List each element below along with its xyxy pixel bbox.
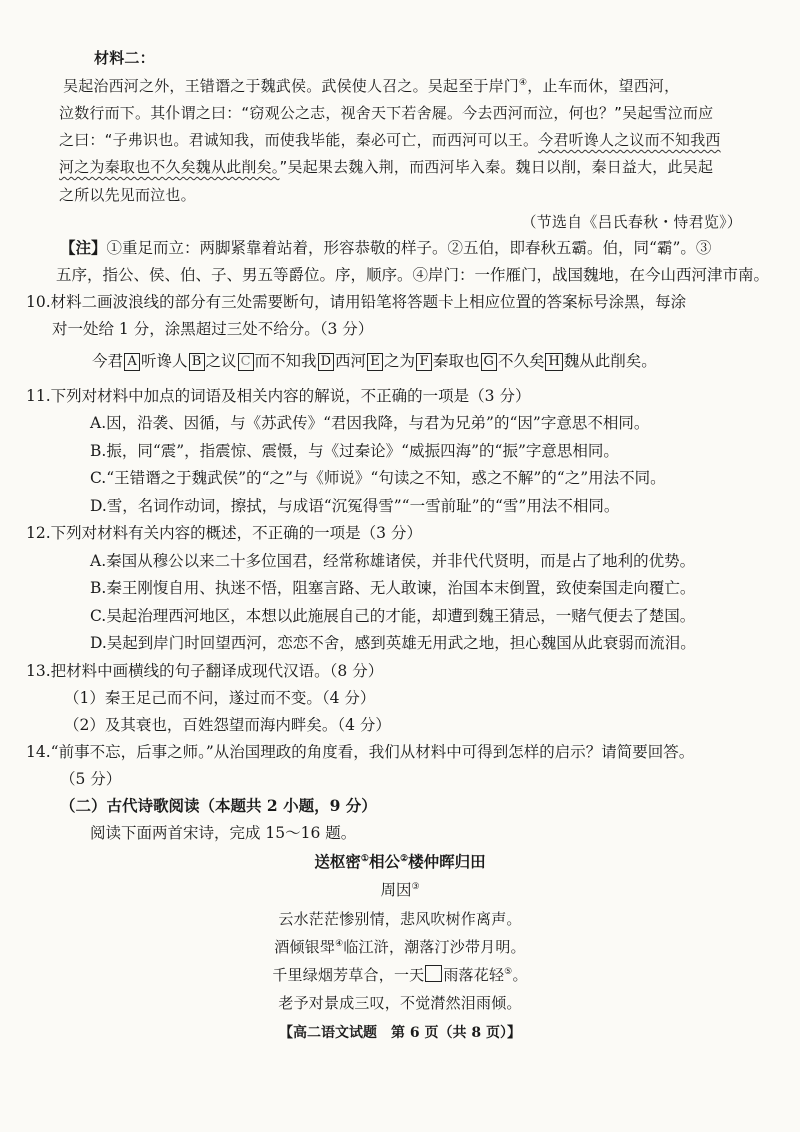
blank-box <box>425 965 442 982</box>
material2-line-5: 之所以先见而泣也。 <box>59 186 196 204</box>
poem-title: 送枢密①相公②楼仲晖归田 <box>314 852 486 871</box>
answer-box-d: D <box>318 353 334 371</box>
material2-line-3: 之曰：“子弗识也。君诚知我，而使我毕能，秦必可亡，而西河可以王。今君听谗人之议而不知我西 <box>59 131 721 149</box>
answer-box-e: E <box>367 353 383 371</box>
answer-box-b: B <box>189 353 205 371</box>
q11-option-a: A.因，沿袭、因循，与《苏武传》“君因我降，与君为兄弟”的“因”字意思不相同。 <box>90 414 650 432</box>
wavy-underlined-text: 今君听谗人之议而不知我西 <box>538 131 721 149</box>
q13-sentence-2: （2）及其衰也，百姓怨望而海内畔矣。（4 分） <box>64 716 391 734</box>
q10-sentence: 今君 A 听谗人 B 之议 C 而不知我 D 西河 E 之为 F 秦取也 G 不久矣 H 魏从此削矣。 <box>92 352 657 370</box>
wavy-underlined-text: 河之为秦取也不久矣魏从此削矣。 <box>59 158 280 176</box>
q12-option-c: C.吴起治理西河地区，本想以此施展自己的才能，却遭到魏王猜忌，一赌气便去了楚国。 <box>90 607 696 625</box>
q13-stem: 13.把材料中画横线的句子翻译成现代汉语。（8 分） <box>26 662 384 680</box>
section2-heading: （二）古代诗歌阅读（本题共 2 小题，9 分） <box>60 796 377 815</box>
q11-option-c: C.“王错谮之于魏武侯”的“之”与《师说》“句读之不知，惑之不解”的“之”用法不同。 <box>90 469 666 487</box>
answer-box-g: G <box>481 353 497 371</box>
note-line-1: 【注】①重足而立：两脚紧靠着站着，形容恭敬的样子。②五伯，即春秋五霸。伯，同“霸”。③ <box>60 238 712 257</box>
poem-author: 周因③ <box>380 881 420 899</box>
q12-option-a: A.秦国从穆公以来二十多位国君，经常称雄诸侯，并非代代贤明，而是占了地利的优势。 <box>90 552 696 570</box>
material2-line-2: 泣数行而下。其仆谓之曰：“窃观公之志，视舍天下若舍屣。今去西河而泣，何也？”吴起雪泣而应 <box>59 104 714 122</box>
q14-stem: 14.“前事不忘，后事之师。”从治国理政的角度看，我们从材料中可得到怎样的启示？请简要回答。 <box>26 743 695 761</box>
q12-stem: 12.下列对材料有关内容的概述，不正确的一项是（3 分） <box>26 524 422 542</box>
section2-intro: 阅读下面两首宋诗，完成 15～16 题。 <box>90 824 357 842</box>
answer-box-a: A <box>124 353 140 371</box>
q10-stem-line-2: 对一处给 1 分，涂黑超过三处不给分。（3 分） <box>52 320 374 338</box>
answer-box-c: C <box>238 353 254 371</box>
note-line-2: 五序，指公、侯、伯、子、男五等爵位。序，顺序。④岸门：一作雁门，战国魏地，在今山西河津市南。 <box>56 266 770 284</box>
poem-line-3: 千里绿烟芳草合，一天 雨落花轻⑤。 <box>272 966 528 984</box>
answer-box-f: F <box>416 353 432 371</box>
material2-line-1: 吴起治西河之外，王错谮之于魏武侯。武侯使人召之。吴起至于岸门④，止车而休，望西河， <box>63 77 680 95</box>
material2-heading: 材料二： <box>94 49 155 67</box>
answer-box-h: H <box>545 353 562 371</box>
q14-score: （5 分） <box>60 770 122 788</box>
q11-option-b: B.振，同“震”，指震惊、震慑，与《过秦论》“威振四海”的“振”字意思相同。 <box>90 442 619 460</box>
q13-sentence-1: （1）秦王足己而不问，遂过而不变。（4 分） <box>64 689 376 707</box>
material2-line-4: 河之为秦取也不久矣魏从此削矣。”吴起果去魏入荆，而西河毕入秦。魏日以削，秦日益大，此吴起 <box>59 158 714 176</box>
q11-option-d: D.雪，名词作动词，擦拭，与成语“沉冤得雪”“一雪前耻”的“雪”用法不相同。 <box>90 497 620 515</box>
poem-line-2: 酒倾银斝④临江浒，潮落汀沙带月明。 <box>274 938 526 956</box>
poem-line-1: 云水茫茫惨别情，悲风吹树作离声。 <box>278 910 522 928</box>
q11-stem: 11.下列对材料中加点的词语及相关内容的解说，不正确的一项是（3 分） <box>26 387 531 405</box>
poem-line-4: 老予对景成三叹，不觉潸然泪雨倾。 <box>278 994 522 1012</box>
q12-option-d: D.吴起到岸门时回望西河，恋恋不舍，感到英雄无用武之地，担心魏国从此衰弱而流泪。 <box>90 634 696 652</box>
material2-source: （节选自《吕氏春秋・恃君览》） <box>521 213 742 231</box>
page-footer: 【高二语文试题 第 6 页（共 8 页）】 <box>279 1025 521 1041</box>
q12-option-b: B.秦王刚愎自用、执迷不悟，阻塞言路、无人敢谏，治国本末倒置，致使秦国走向覆亡。 <box>90 579 696 597</box>
q10-stem-line-1: 10.材料二画波浪线的部分有三处需要断句，请用铅笔将答题卡上相应位置的答案标号涂黑，每涂 <box>26 293 687 311</box>
